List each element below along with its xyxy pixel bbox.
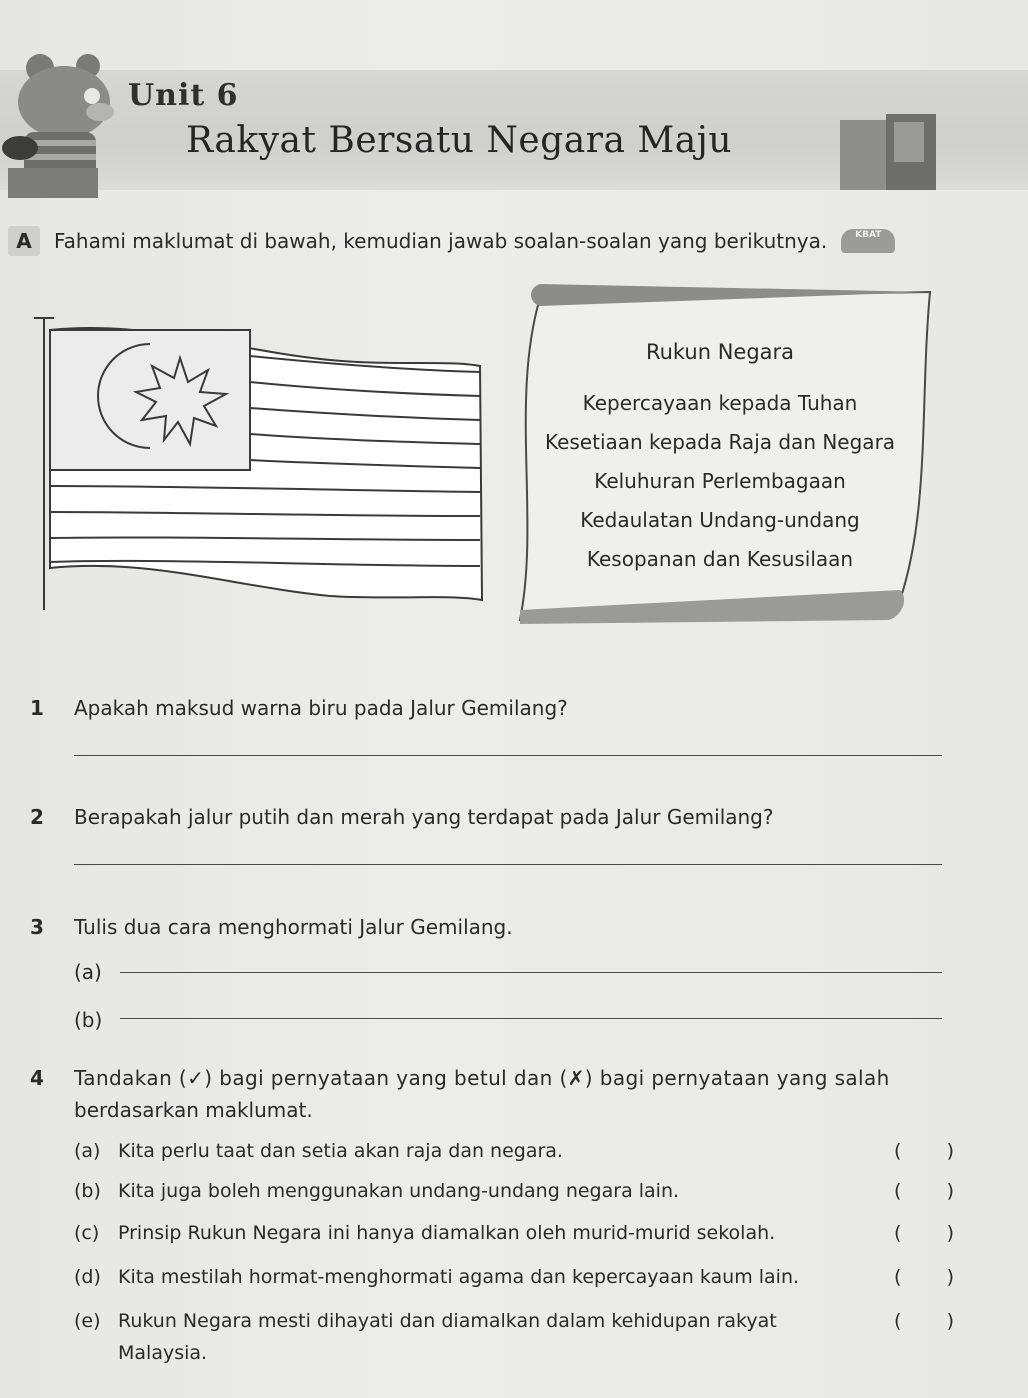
statement-label: (d): [74, 1266, 101, 1288]
statement-text: Kita perlu taat dan setia akan raja dan negara.: [118, 1140, 563, 1162]
bracket-close: ): [946, 1180, 954, 1202]
bracket-open: (: [894, 1266, 902, 1288]
statement-text: Kita mestilah hormat-menghormati agama dan kepercayaan kaum lain.: [118, 1266, 800, 1288]
statement-text: Rukun Negara mesti dihayati dan diamalkan dalam kehidupan rakyat: [118, 1310, 777, 1332]
rukun-item-3: Keluhuran Perlembagaan: [594, 469, 846, 493]
statement-c: [74, 1222, 954, 1250]
statement-b: [74, 1180, 954, 1208]
answer-line-3a[interactable]: [120, 972, 942, 973]
statement-label: (e): [74, 1310, 101, 1332]
answer-bracket-d[interactable]: [894, 1266, 954, 1288]
statement-label: (c): [74, 1222, 100, 1244]
q3-label-b: (b): [74, 1008, 103, 1032]
question-text-line1: Tandakan (✓) bagi pernyataan yang betul dan (✗) bagi pernyataan yang salah: [74, 1066, 890, 1090]
statement-text: Kita juga boleh menggunakan undang-undang negara lain.: [118, 1180, 680, 1202]
answer-line-3b[interactable]: [120, 1018, 942, 1019]
bracket-close: ): [946, 1140, 954, 1162]
q3-label-a: (a): [74, 960, 102, 984]
rukun-negara-title: Rukun Negara: [645, 340, 795, 364]
rukun-negara-list: [520, 340, 920, 579]
unit-label: Unit 6: [128, 78, 239, 113]
section-a-instruction: [8, 226, 895, 256]
kbat-badge: KBAT: [841, 229, 895, 253]
question-number: 3: [30, 915, 44, 939]
statement-text-continued: Malaysia.: [118, 1342, 208, 1364]
bracket-close: ): [946, 1222, 954, 1244]
bracket-open: (: [894, 1180, 902, 1202]
question-text-line2: berdasarkan maklumat.: [74, 1098, 313, 1122]
bear-mascot-icon: [0, 40, 140, 200]
bracket-open: (: [894, 1310, 902, 1332]
statement-a: [74, 1140, 954, 1168]
bracket-close: ): [946, 1310, 954, 1332]
bracket-open: (: [894, 1140, 902, 1162]
question-number: 1: [30, 696, 44, 720]
answer-line-2[interactable]: [74, 864, 942, 865]
books-icon: [820, 110, 950, 190]
rukun-item-5: Kesopanan dan Kesusilaan: [586, 547, 854, 571]
unit-title: Rakyat Bersatu Negara Maju: [186, 120, 733, 161]
bracket-close: ): [946, 1266, 954, 1288]
statement-e: [74, 1310, 954, 1338]
answer-bracket-a[interactable]: [894, 1140, 954, 1162]
rukun-item-2: Kesetiaan kepada Raja dan Negara: [544, 430, 896, 454]
bracket-open: (: [894, 1222, 902, 1244]
question-number: 2: [30, 805, 44, 829]
answer-line-1[interactable]: [74, 755, 942, 756]
statement-e-continued: [74, 1342, 954, 1370]
answer-bracket-c[interactable]: [894, 1222, 954, 1244]
question-text: Apakah maksud warna biru pada Jalur Gemilang?: [74, 696, 568, 720]
section-letter: A: [8, 226, 40, 256]
statement-d: [74, 1266, 954, 1294]
jalur-gemilang-flag-icon: [30, 300, 490, 630]
statement-text: Prinsip Rukun Negara ini hanya diamalkan oleh murid-murid sekolah.: [118, 1222, 776, 1244]
question-text: Berapakah jalur putih dan merah yang terdapat pada Jalur Gemilang?: [74, 805, 774, 829]
question-text: Tulis dua cara menghormati Jalur Gemilang.: [74, 915, 513, 939]
answer-bracket-e[interactable]: [894, 1310, 954, 1332]
question-number: 4: [30, 1066, 44, 1090]
statement-label: (b): [74, 1180, 101, 1202]
instruction-text: Fahami maklumat di bawah, kemudian jawab soalan-soalan yang berikutnya.: [54, 229, 828, 253]
rukun-item-4: Kedaulatan Undang-undang: [580, 508, 860, 532]
answer-bracket-b[interactable]: [894, 1180, 954, 1202]
statement-label: (a): [74, 1140, 101, 1162]
rukun-item-1: Kepercayaan kepada Tuhan: [582, 391, 858, 415]
